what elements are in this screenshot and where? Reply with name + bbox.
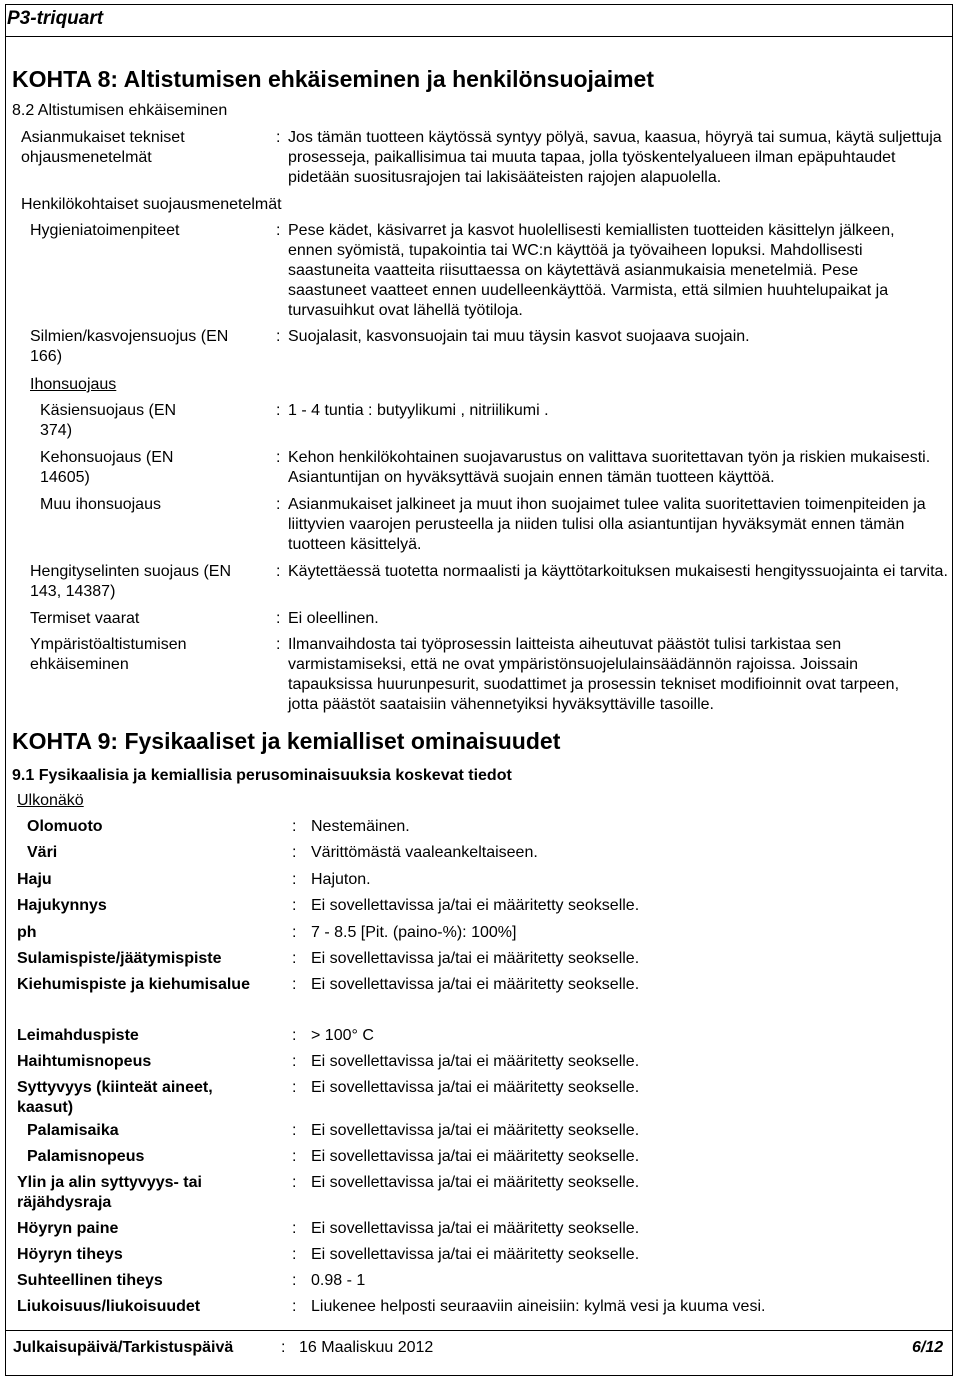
colon: : — [292, 1122, 297, 1139]
colon: : — [276, 402, 281, 419]
respiratory-protection-label: Hengityselinten suojaus (EN 143, 14387) — [30, 563, 231, 600]
property-value: Ei sovellettavissa ja/tai ei määritetty seokselle. — [311, 1053, 640, 1070]
property-label: Kiehumispiste ja kiehumisalue — [17, 976, 250, 993]
subsection-8-2: 8.2 Altistumisen ehkäiseminen — [12, 102, 228, 119]
property-value: 0.98 - 1 — [311, 1272, 366, 1289]
colon: : — [292, 1298, 297, 1315]
property-value: Ei sovellettavissa ja/tai ei määritetty seokselle. — [311, 897, 640, 914]
colon: : — [276, 610, 281, 627]
product-name: P3-triquart — [7, 8, 104, 29]
property-value: Ei sovellettavissa ja/tai ei määritetty seokselle. — [311, 1122, 640, 1139]
footer-date: 16 Maaliskuu 2012 — [299, 1339, 434, 1356]
engineering-controls-label: Asianmukaiset tekniset ohjausmenetelmät — [21, 129, 185, 166]
subsection-9-1: 9.1 Fysikaalisia ja kemiallisia perusominaisuuksia koskevat tiedot — [12, 767, 512, 784]
hand-protection-value: 1 - 4 tuntia : butyylikumi , nitriilikumi . — [288, 402, 549, 419]
property-value: Ei sovellettavissa ja/tai ei määritetty seokselle. — [311, 1220, 640, 1237]
hygiene-value: Pese kädet, käsivarret ja kasvot huolellisesti kemiallisten tuotteiden käsittelyn jälkeen, ennen syömistä, tupakointia tai WC:n käyttöä ja työvaiheen lopuksi. Mahdollisesti saastuneita vaatteita riisuttaessa on käytettävä asianmukaisia menetelmiä. Pese saastuneet vaatteet ennen uudelleenkäyttöä. Varmista, että silmien huuhtelupaikat ja turvasuihkut ovat lähellä työtiloja. — [288, 222, 895, 319]
colon: : — [292, 976, 297, 993]
property-label: Suhteellinen tiheys — [17, 1272, 163, 1289]
colon: : — [292, 950, 297, 967]
colon: : — [276, 563, 281, 580]
property-label: Syttyvyys (kiinteät aineet, kaasut) — [17, 1079, 213, 1116]
personal-protection-heading: Henkilökohtaiset suojausmenetelmät — [21, 196, 282, 213]
thermal-hazards-label: Termiset vaarat — [30, 610, 140, 627]
property-label: Palamisnopeus — [27, 1148, 145, 1165]
property-value: Hajuton. — [311, 871, 371, 888]
eye-protection-label: Silmien/kasvojensuojus (EN 166) — [30, 328, 229, 365]
section-9-title: KOHTA 9: Fysikaaliset ja kemialliset ominaisuudet — [12, 728, 561, 754]
body-protection-label: Kehonsuojaus (EN 14605) — [40, 449, 174, 486]
footer-colon: : — [281, 1339, 286, 1356]
environmental-exposure-label: Ympäristöaltistumisen ehkäiseminen — [30, 636, 187, 673]
colon: : — [276, 449, 281, 466]
engineering-controls-value: Jos tämän tuotteen käytössä syntyy pölyä, savua, kaasua, höyryä tai sumua, käytä suljettuja prosesseja, paikallisimua tai muuta tapaa, jolla työskentelyalueen ilman epäpuhtaudet pidetään suositusrajojen tai lakisääteisten rajojen alapuolella. — [288, 129, 942, 186]
footer-date-label: Julkaisupäivä/Tarkistuspäivä — [13, 1339, 234, 1356]
property-value: Nestemäinen. — [311, 818, 410, 835]
property-value: Värittömästä vaaleankeltaiseen. — [311, 844, 538, 861]
property-label: Ylin ja alin syttyvyys- tai räjähdysraja — [17, 1174, 202, 1211]
colon: : — [292, 924, 297, 941]
property-value: Liukenee helposti seuraaviin aineisiin: kylmä vesi ja kuuma vesi. — [311, 1298, 766, 1315]
footer-divider — [5, 1330, 953, 1331]
body-protection-value: Kehon henkilökohtainen suojavarustus on valittava suoritettavan työn ja riskien mukaisesti. Asiantuntijan on hyväksyttävä suojain ennen tämän tuotteen käyttöä. — [288, 449, 931, 486]
other-skin-protection-value: Asianmukaiset jalkineet ja muut ihon suojaimet tulee valita suoritettavien toimenpiteiden ja liittyvien vaarojen perusteella ja niiden tulisi olla asiantuntijan hyväksymät ennen tämän tuotteen käsittelyä. — [288, 496, 926, 553]
property-label: Palamisaika — [27, 1122, 119, 1139]
colon: : — [292, 844, 297, 861]
property-value: Ei sovellettavissa ja/tai ei määritetty seokselle. — [311, 1246, 640, 1263]
eye-protection-value: Suojalasit, kasvonsuojain tai muu täysin kasvot suojaava suojain. — [288, 328, 750, 345]
property-label: Leimahduspiste — [17, 1027, 139, 1044]
thermal-hazards-value: Ei oleellinen. — [288, 610, 379, 627]
property-value: Ei sovellettavissa ja/tai ei määritetty seokselle. — [311, 976, 640, 993]
colon: : — [276, 636, 281, 653]
colon: : — [292, 897, 297, 914]
other-skin-protection-label: Muu ihonsuojaus — [40, 496, 161, 513]
appearance-heading: Ulkonäkö — [17, 792, 84, 809]
property-label: ph — [17, 924, 37, 941]
property-label: Hajukynnys — [17, 897, 107, 914]
respiratory-protection-value: Käytettäessä tuotetta normaalisti ja käyttötarkoituksen mukaisesti hengityssuojainta ei tarvita. — [288, 563, 948, 580]
page-header — [5, 4, 953, 37]
property-label: Höyryn tiheys — [17, 1246, 123, 1263]
colon: : — [276, 328, 281, 345]
property-label: Sulamispiste/jäätymispiste — [17, 950, 222, 967]
colon: : — [276, 222, 281, 239]
property-label: Höyryn paine — [17, 1220, 119, 1237]
property-value: Ei sovellettavissa ja/tai ei määritetty seokselle. — [311, 1174, 640, 1191]
property-value: Ei sovellettavissa ja/tai ei määritetty seokselle. — [311, 1148, 640, 1165]
colon: : — [292, 1079, 297, 1096]
property-label: Liukoisuus/liukoisuudet — [17, 1298, 201, 1315]
property-label: Olomuoto — [27, 818, 103, 835]
colon: : — [292, 1220, 297, 1237]
property-value: Ei sovellettavissa ja/tai ei määritetty seokselle. — [311, 1079, 640, 1096]
colon: : — [292, 1272, 297, 1289]
colon: : — [292, 1246, 297, 1263]
section-8-title: KOHTA 8: Altistumisen ehkäiseminen ja henkilönsuojaimet — [12, 66, 655, 92]
property-value: Ei sovellettavissa ja/tai ei määritetty seokselle. — [311, 950, 640, 967]
skin-protection-heading: Ihonsuojaus — [30, 376, 117, 393]
property-label: Haihtumisnopeus — [17, 1053, 152, 1070]
hand-protection-label: Käsiensuojaus (EN 374) — [40, 402, 177, 439]
colon: : — [276, 496, 281, 513]
environmental-exposure-value: Ilmanvaihdosta tai työprosessin laitteista aiheutuvat päästöt tulisi tarkistaa sen varmistamiseksi, että ne ovat ympäristönsuojelulainsäädännön rajoissa. Joissain tapauksissa huurunpesurit, suodattimet ja prosessin tekniset modifioinnit ovat tarpeen, jotta päästöt saataisiin vähennetyiksi hyväksyttäville tasoille. — [288, 636, 900, 713]
colon: : — [292, 1027, 297, 1044]
property-label: Väri — [27, 844, 58, 861]
page-number: 6/12 — [912, 1339, 944, 1356]
hygiene-label: Hygieniatoimenpiteet — [30, 222, 180, 239]
property-value: > 100° C — [311, 1027, 374, 1044]
colon: : — [292, 1053, 297, 1070]
property-label: Haju — [17, 871, 52, 888]
property-value: 7 - 8.5 [Pit. (paino-%): 100%] — [311, 924, 517, 941]
colon: : — [292, 871, 297, 888]
colon: : — [292, 1174, 297, 1191]
colon: : — [292, 818, 297, 835]
colon: : — [292, 1148, 297, 1165]
colon: : — [276, 129, 281, 146]
